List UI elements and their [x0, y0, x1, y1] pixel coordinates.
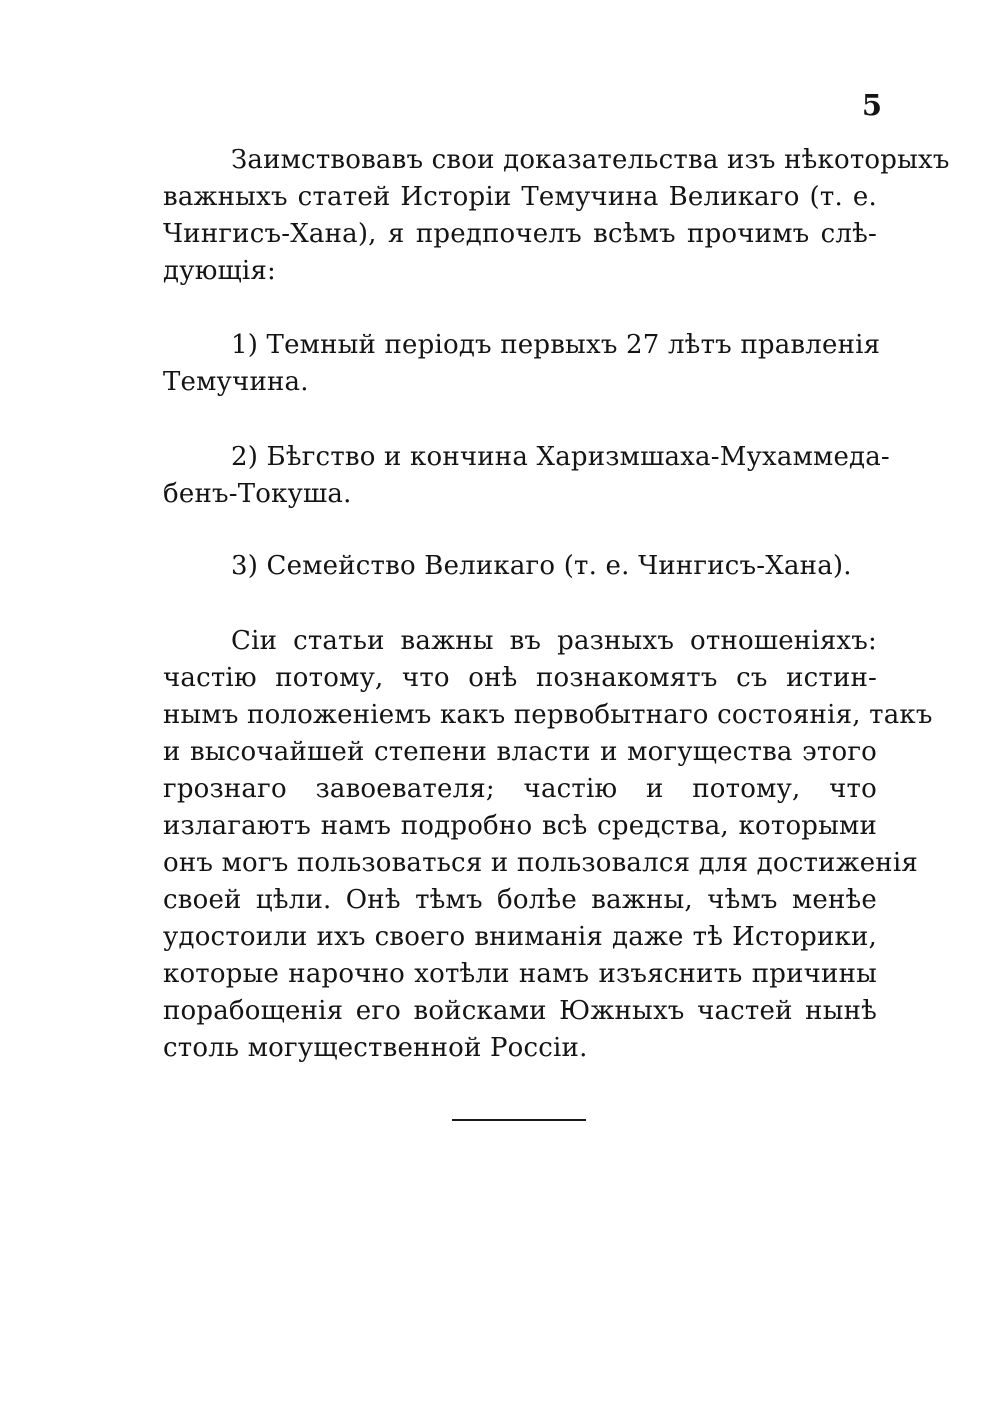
- paragraph-line: своей цѣли. Онѣ тѣмъ болѣе важны, чѣмъ менѣе: [163, 885, 877, 915]
- page-number: 5: [861, 88, 882, 122]
- list-item-1: [163, 327, 881, 401]
- list-item-line: 2) Бѣгство и кончина Харизмшаха-Мухаммеда-: [231, 442, 890, 472]
- list-item-3: [163, 548, 877, 585]
- list-item-line: бенъ-Токуша.: [163, 479, 352, 509]
- intro-line: Заимствовавъ свои доказательства изъ нѣкоторыхъ: [231, 145, 950, 175]
- paragraph-line: онъ могъ пользоваться и пользовался для достиженія: [163, 848, 918, 878]
- paragraph-line: которые нарочно хотѣли намъ изъяснить причины: [163, 959, 877, 989]
- intro-line: важныхъ статей Исторіи Темучина Великаго (т. е.: [163, 182, 877, 212]
- intro-line: Чингисъ-Хана), я предпочелъ всѣмъ прочимъ слѣ-: [163, 219, 877, 249]
- body-paragraph: [163, 623, 933, 1067]
- list-item-line: 1) Темный періодъ первыхъ 27 лѣтъ правленія: [231, 330, 881, 360]
- paragraph-line: удостоили ихъ своего вниманія даже тѣ Историки,: [163, 922, 877, 952]
- paragraph-line: частію потому, что онѣ познакомятъ съ истин-: [163, 663, 877, 693]
- intro-line: дующія:: [163, 256, 276, 286]
- list-item-line: Темучина.: [163, 367, 309, 397]
- section-divider: [452, 1119, 586, 1121]
- paragraph-line: нымъ положеніемъ какъ первобытнаго состоянія, такъ: [163, 700, 933, 730]
- intro-paragraph: [163, 142, 950, 290]
- paragraph-line: порабощенія его войсками Южныхъ частей нынѣ: [163, 996, 877, 1026]
- paragraph-line: столь могущественной Россіи.: [163, 1033, 588, 1063]
- paragraph-line: грознаго завоевателя; частію и потому, что: [163, 774, 877, 804]
- paragraph-line: Сіи статьи важны въ разныхъ отношеніяхъ:: [231, 626, 877, 656]
- list-item-line: 3) Семейство Великаго (т. е. Чингисъ-Хана).: [231, 551, 852, 581]
- paragraph-line: и высочайшей степени власти и могущества этого: [163, 737, 877, 767]
- paragraph-line: излагаютъ намъ подробно всѣ средства, которыми: [163, 811, 877, 841]
- list-item-2: [163, 439, 890, 513]
